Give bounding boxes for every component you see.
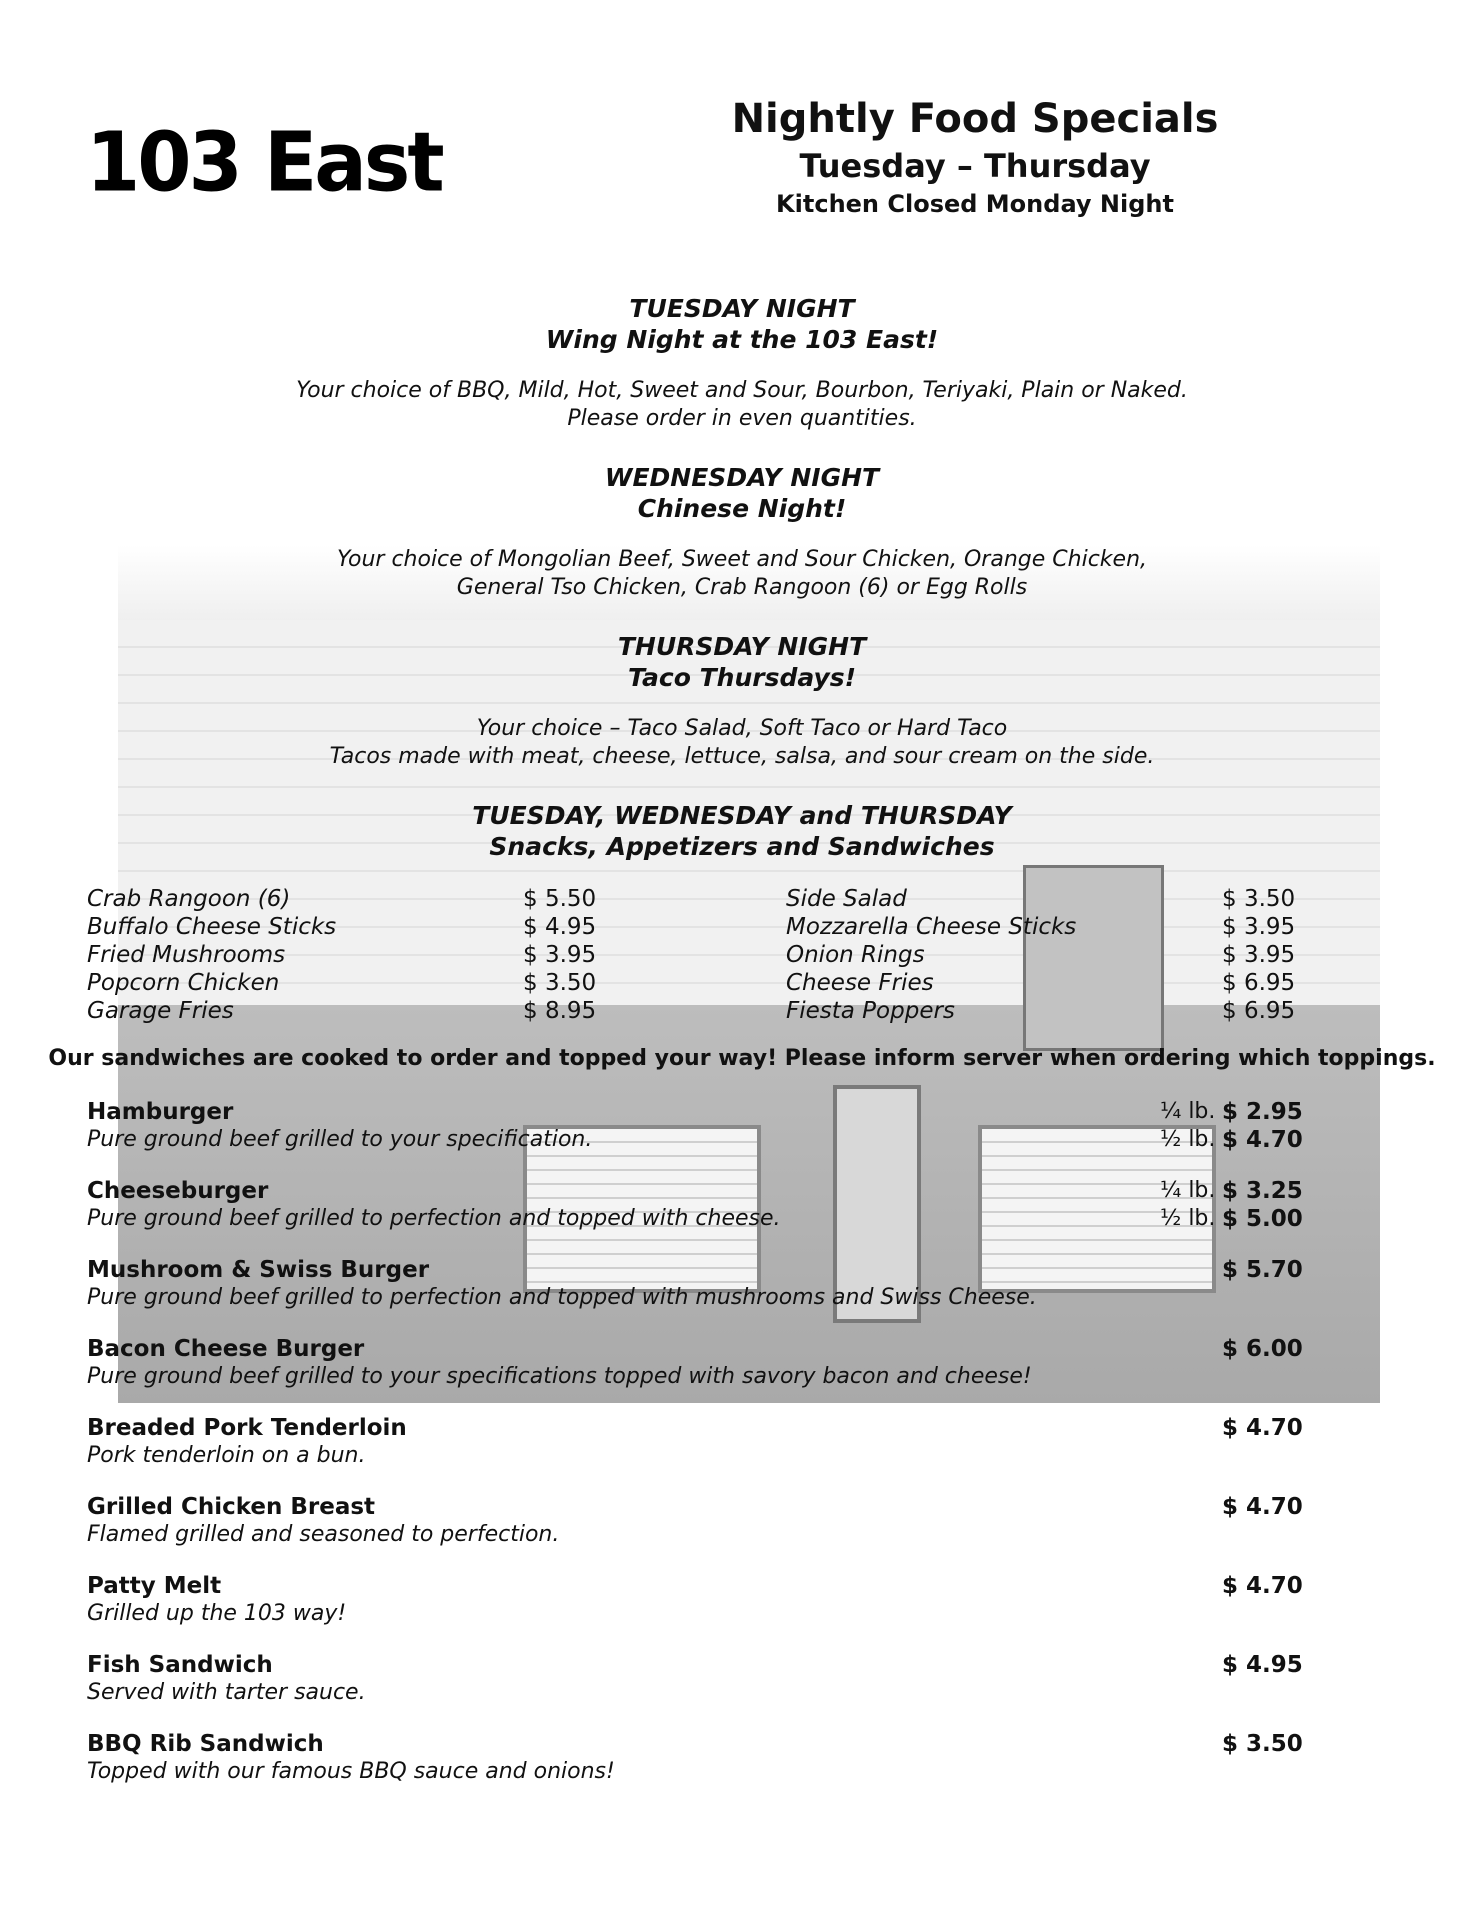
sandwich-price: $ 4.70 [1222,1494,1303,1520]
sandwich-size: ½ lb. [1160,1127,1216,1152]
snack-name: Crab Rangoon (6) [87,886,291,912]
snack-name: Onion Rings [786,942,925,968]
sandwich-size: ¼ lb. [1160,1099,1216,1124]
snack-price: $ 5.50 [523,886,597,912]
brand-logo: 103 East [86,115,442,211]
sandwich-description: Pure ground beef grilled to your specifications topped with savory bacon and cheese! [87,1364,1032,1389]
snack-price: $ 3.50 [523,970,597,996]
sandwich-name: Bacon Cheese Burger [87,1336,365,1362]
snack-price: $ 8.95 [523,998,597,1024]
special-day-heading: TUESDAY NIGHT [629,294,855,323]
sandwich-name: BBQ Rib Sandwich [87,1731,324,1757]
snack-price: $ 3.50 [1222,886,1296,912]
sandwich-description: Served with tarter sauce. [87,1680,366,1705]
sandwich-price: $ 4.70 [1222,1127,1303,1153]
snack-price: $ 3.95 [1222,914,1296,940]
snack-name: Fiesta Poppers [786,998,955,1024]
snacks-section-subtitle: Snacks, Appetizers and Sandwiches [489,832,995,861]
sandwich-name: Grilled Chicken Breast [87,1494,376,1520]
sandwich-size: ½ lb. [1160,1206,1216,1231]
sandwich-price: $ 4.95 [1222,1652,1303,1678]
snack-name: Garage Fries [87,998,234,1024]
menu-days: Tuesday – Thursday [799,147,1151,185]
special-day-heading: WEDNESDAY NIGHT [604,463,880,492]
snack-price: $ 3.95 [1222,942,1296,968]
sandwich-price: $ 5.70 [1222,1257,1303,1283]
sandwich-price: $ 5.00 [1222,1206,1303,1232]
snack-price: $ 4.95 [523,914,597,940]
special-description: Your choice – Taco Salad, Soft Taco or Hard Taco [476,716,1008,741]
sandwich-size: ¼ lb. [1160,1178,1216,1203]
sandwich-description: Pure ground beef grilled to your specification. [87,1127,593,1152]
special-name: Taco Thursdays! [627,663,857,692]
sandwich-name: Fish Sandwich [87,1652,273,1678]
sandwich-name: Patty Melt [87,1573,222,1599]
snack-name: Fried Mushrooms [87,942,286,968]
sandwich-price: $ 4.70 [1222,1415,1303,1441]
sandwich-description: Pork tenderloin on a bun. [87,1443,366,1468]
snack-price: $ 3.95 [523,942,597,968]
sandwich-name: Cheeseburger [87,1178,269,1204]
sandwich-note: Our sandwiches are cooked to order and topped your way! Please inform server when ordering which toppings. [48,1046,1436,1071]
special-description: Please order in even quantities. [567,406,917,431]
snack-name: Mozzarella Cheese Sticks [786,914,1077,940]
snack-name: Buffalo Cheese Sticks [87,914,337,940]
sandwich-price: $ 3.50 [1222,1731,1303,1757]
snack-price: $ 6.95 [1222,998,1296,1024]
menu-title: Nightly Food Specials [731,96,1219,142]
snack-price: $ 6.95 [1222,970,1296,996]
sandwich-price: $ 6.00 [1222,1336,1303,1362]
snacks-section-title: TUESDAY, WEDNESDAY and THURSDAY [472,801,1012,830]
sandwich-price: $ 4.70 [1222,1573,1303,1599]
special-name: Chinese Night! [637,494,847,523]
sandwich-name: Breaded Pork Tenderloin [87,1415,407,1441]
snack-name: Popcorn Chicken [87,970,280,996]
special-description: Tacos made with meat, cheese, lettuce, salsa, and sour cream on the side. [329,744,1155,769]
sandwich-description: Topped with our famous BBQ sauce and onions! [87,1759,615,1784]
special-description: General Tso Chicken, Crab Rangoon (6) or Egg Rolls [456,575,1028,600]
special-description: Your choice of BBQ, Mild, Hot, Sweet and Sour, Bourbon, Teriyaki, Plain or Naked. [296,378,1188,403]
sandwich-name: Hamburger [87,1099,234,1125]
sandwich-description: Grilled up the 103 way! [87,1601,347,1626]
snack-name: Cheese Fries [786,970,934,996]
special-name: Wing Night at the 103 East! [545,325,939,354]
sandwich-name: Mushroom & Swiss Burger [87,1257,430,1283]
sandwich-description: Pure ground beef grilled to perfection and topped with cheese. [87,1206,781,1231]
special-description: Your choice of Mongolian Beef, Sweet and Sour Chicken, Orange Chicken, [336,547,1147,572]
kitchen-closed-note: Kitchen Closed Monday Night [776,190,1174,218]
sandwich-price: $ 2.95 [1222,1099,1303,1125]
sandwich-description: Pure ground beef grilled to perfection and topped with mushrooms and Swiss Cheese. [87,1285,1037,1310]
sandwich-description: Flamed grilled and seasoned to perfection. [87,1522,560,1547]
snack-name: Side Salad [786,886,907,912]
sandwich-price: $ 3.25 [1222,1178,1303,1204]
special-day-heading: THURSDAY NIGHT [617,632,867,661]
